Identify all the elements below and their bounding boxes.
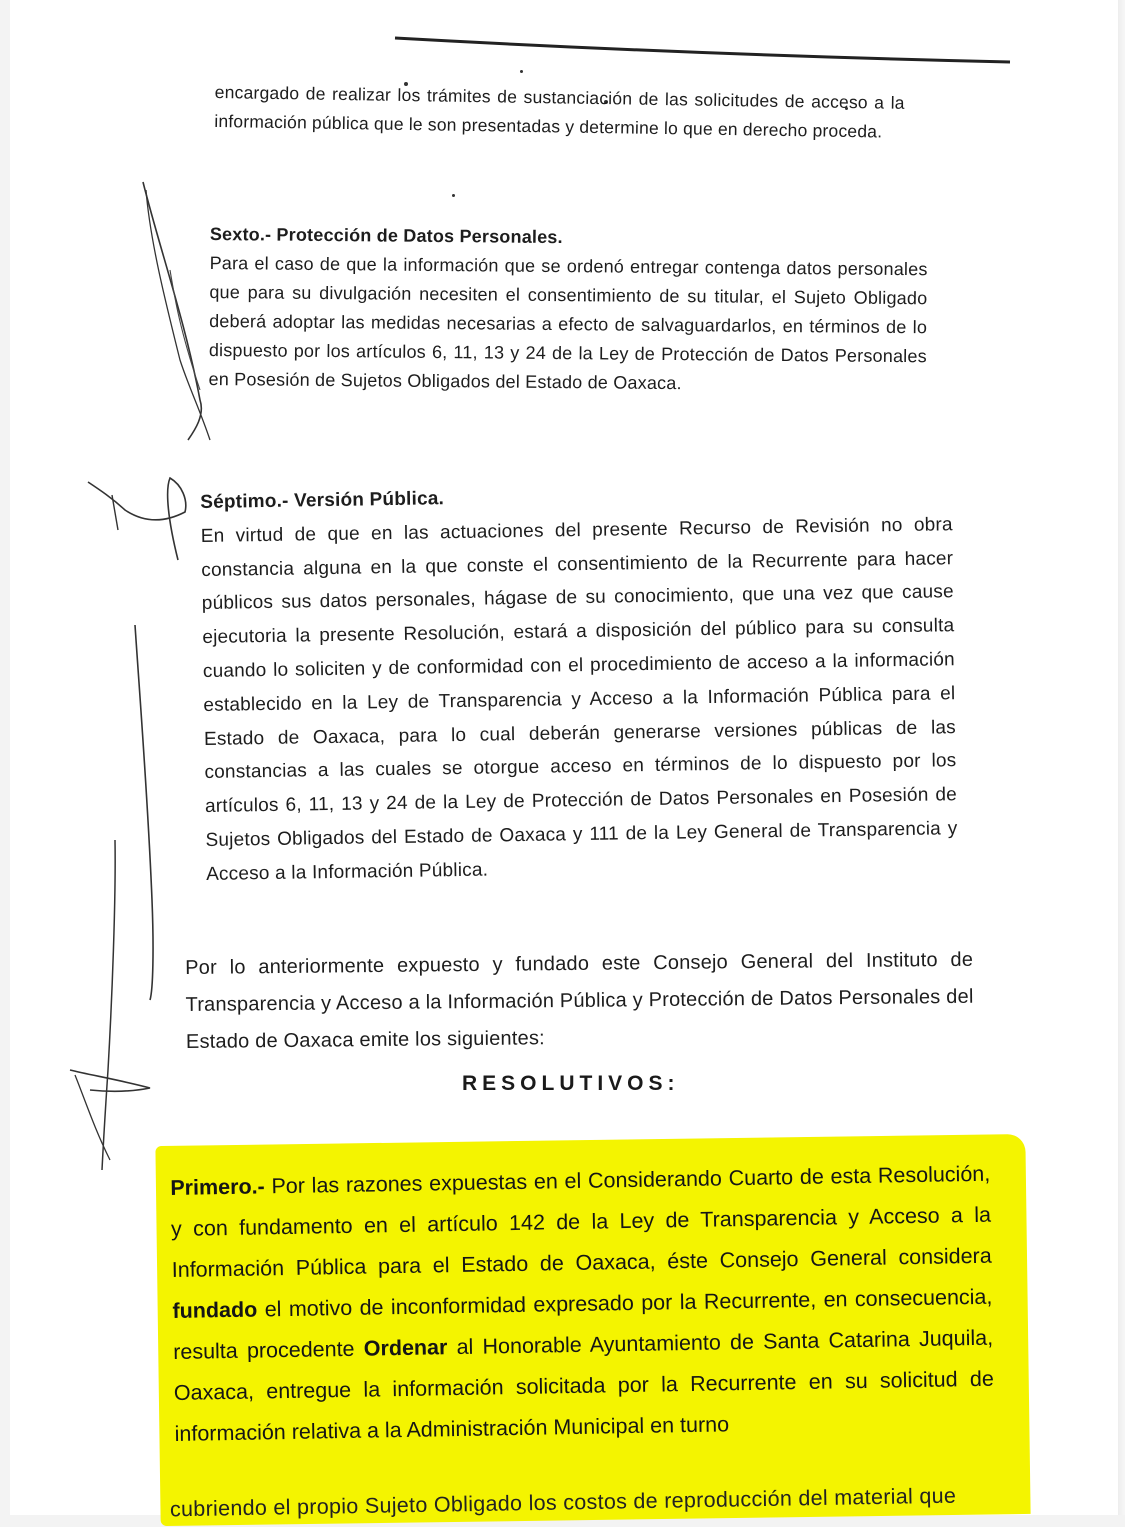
primero-text-3: al Honorable Ayuntamiento de Santa Catarina Juquila, Oaxaca, entregue la información solicitada por la Recurrente en su solicitud de información relativa a la Administración Municipal en turno: [173, 1325, 995, 1446]
primero-bold-fundado: fundado: [172, 1297, 258, 1323]
primero-section: [170, 1154, 995, 1455]
primero-text-1: Por las razones expuestas en el Considerando Cuarto de esta Resolución, y con fundamento en el artículo 142 de la Ley de Transparencia y Acceso a la Información Pública para el Estado de Oaxaca, éste Consejo General considera: [170, 1161, 992, 1282]
septimo-body: En virtud de que en las actuaciones del presente Recurso de Revisión no obra constancia alguna en la que conste el consentimiento de la Recurrente para hacer públicos sus datos personales, hágase de su conocimiento, que una vez que cause ejecutoria la presente Resolución, estará a disposición del público para su consulta cuando lo soliciten y de conformidad con el procedimiento de acceso a la información establecido en la Ley de Transparencia y Acceso a la Información Pública para el Estado de Oaxaca, para lo cual deberán generarse versiones públicas de las constancias a las cuales se otorgue acceso en términos de lo dispuesto por los artículos 6, 11, 13 y 24 de la Ley de Protección de Datos Personales en Posesión de Sujetos Obligados del Estado de Oaxaca y 111 de la Ley General de Transparencia y Acceso a la Información Pública.: [200, 513, 958, 885]
sexto-heading: Sexto.- Protección de Datos Personales.: [209, 223, 563, 248]
ink-speck: [452, 194, 455, 197]
intro-paragraph: encargado de realizar los trámites de sustanciación de las solicitudes de acceso a la información pública que le son presentadas y determine lo que en derecho proceda.: [214, 81, 905, 142]
sexto-body: Para el caso de que la información que se ordenó entregar contenga datos personales que para su divulgación necesiten el consentimiento de su titular, el Sujeto Obligado deberá adoptar las medidas necesarias a efecto de salvaguardarlos, en términos de lo dispuesto por los artículos 6, 11, 13 y 24 de la Ley de Protección de Datos Personales en Posesión de Sujetos Obligados del Estado de Oaxaca.: [208, 252, 928, 394]
sexto-section: [208, 220, 927, 400]
primero-paragraph: [170, 1154, 995, 1455]
septimo-section: [200, 474, 958, 891]
primero-lead: Primero.-: [170, 1174, 265, 1200]
conclusion-paragraph: Por lo anteriormente expuesto y fundado este Consejo General del Instituto de Transparencia y Acceso a la Información Pública y Protección de Datos Personales del Estado de Oaxaca emite los siguientes:: [185, 948, 974, 1053]
primero-text-2: el motivo de inconformidad expresado por la Recurrente, en consecuencia, resulta procedente: [173, 1284, 993, 1364]
ink-speck: [520, 70, 523, 73]
resolutivos-title: RESOLUTIVOS:: [462, 1072, 680, 1095]
intro-paragraph-block: [214, 78, 905, 147]
primero-bold-ordenar: Ordenar: [363, 1335, 448, 1361]
primero-cut-text: cubriendo el propio Sujeto Obligado los costos de reproducción del material que: [169, 1483, 957, 1522]
conclusion-block: [185, 942, 974, 1061]
septimo-heading: Séptimo.- Versión Pública.: [200, 488, 445, 513]
